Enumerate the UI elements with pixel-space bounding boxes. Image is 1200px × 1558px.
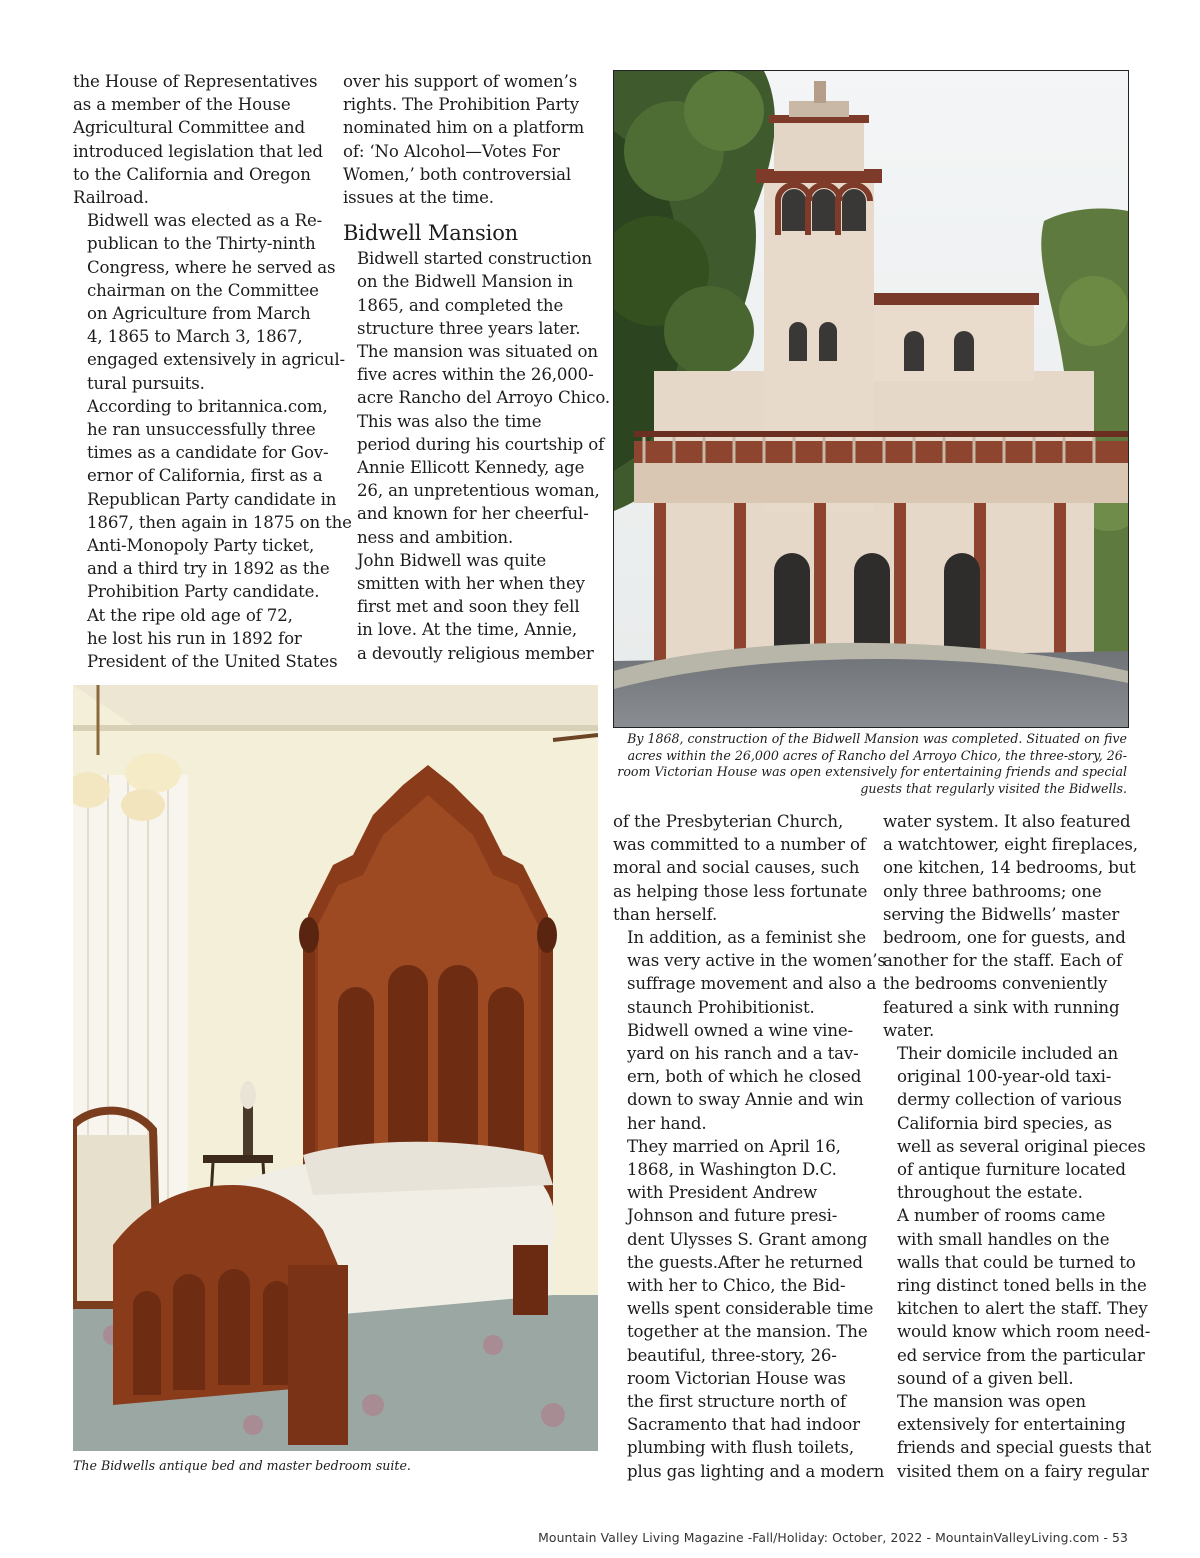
text-line: 1867, then again in 1875 on the [87,512,352,532]
text-line: would know which room need- [897,1322,1151,1342]
text-line: period during his courtship of [357,434,605,454]
text-line: The mansion was situated on [357,342,598,362]
text-line: the bedrooms conveniently [883,974,1108,994]
text-line: The mansion was open [897,1392,1086,1412]
text-line: Prohibition Party candidate. [87,582,320,602]
text-line: plus gas lighting and a modern [627,1461,885,1481]
text-line: times as a candidate for Gov- [87,443,329,463]
paragraph [613,926,886,1019]
column2-paragraphs-before [343,70,593,209]
text-line: as helping those less fortunate [613,881,868,901]
paragraph [73,70,323,209]
text-line: another for the staff. Each of [883,951,1122,971]
paragraph [883,1390,1152,1483]
text-line: Annie Ellicott Kennedy, age [357,458,585,478]
text-line: sound of a given bell. [897,1368,1074,1388]
text-line: to the California and Oregon [73,164,311,184]
text-line: friends and special guests that [897,1438,1152,1458]
paragraph [343,247,611,409]
text-line: water. [883,1020,935,1040]
text-line: staunch Prohibitionist. [627,997,815,1017]
text-line: visited them on a fairy regular [897,1461,1149,1481]
text-line: Bidwell was elected as a Re- [87,211,323,231]
text-line: only three bathrooms; one [883,881,1102,901]
text-line: They married on April 16, [627,1136,841,1156]
paragraph [73,604,338,674]
text-line: 26, an unpretentious woman, [357,481,600,501]
text-line: Sacramento that had indoor [627,1415,860,1435]
text-line: on the Bidwell Mansion in [357,272,574,292]
text-column-2 [343,70,611,665]
section-heading: Bidwell Mansion [343,221,519,246]
text-line: her hand. [627,1113,707,1133]
text-line: chairman on the Committee [87,280,319,300]
text-line: dent Ulysses S. Grant among [627,1229,868,1249]
text-line: smitten with her when they [357,574,585,594]
text-line: ring distinct toned bells in the [897,1276,1147,1296]
text-line: was very active in the women’s [627,951,886,971]
text-line: of the Presbyterian Church, [613,812,844,831]
text-line: 1865, and completed the [357,295,564,315]
text-line: five acres within the 26,000- [357,365,594,385]
text-line: down to sway Annie and win [627,1090,864,1110]
text-line: one kitchen, 14 bedrooms, but [883,858,1136,878]
paragraph [73,209,345,395]
text-line: beautiful, three-story, 26- [627,1345,837,1365]
text-line: the guests.After he returned [627,1252,863,1272]
text-line: Women,’ both controversial [343,164,572,184]
text-line: well as several original pieces [897,1136,1146,1156]
text-line: a watchtower, eight fireplaces, [883,835,1138,855]
column1-paragraphs [73,70,352,673]
mansion-illustration [614,71,1128,727]
paragraph [73,395,352,604]
text-line: and a third try in 1892 as the [87,559,330,579]
paragraph [613,810,868,926]
text-line: serving the Bidwells’ master [883,904,1120,924]
bedroom-photo [73,685,598,1451]
text-line: Bidwell owned a wine vine- [627,1020,853,1040]
column4-paragraphs [883,810,1152,1483]
text-line: extensively for entertaining [897,1415,1126,1435]
text-line: he ran unsuccessfully three [87,420,316,440]
text-column-3 [613,810,886,1483]
text-line: California bird species, as [897,1113,1112,1133]
text-line: together at the mansion. The [627,1322,868,1342]
paragraph [343,410,605,549]
text-line: walls that could be turned to [897,1252,1136,1272]
text-line: with small handles on the [897,1229,1110,1249]
text-line: on Agriculture from March [87,304,311,324]
text-line: ern, both of which he closed [627,1067,862,1087]
paragraph [883,1204,1151,1390]
text-line: This was also the time [357,411,542,431]
text-line: the House of Representatives [73,72,318,91]
text-line: At the ripe old age of 72, [87,605,293,625]
text-line: throughout the estate. [897,1183,1083,1203]
text-line: first met and soon they fell [357,597,580,617]
mansion-photo [613,70,1129,728]
caption-line: acres within the 26,000 acres of Rancho del Arroyo Chico, the three-story, 26- [627,747,1127,763]
text-line: issues at the time. [343,188,494,208]
text-line: President of the United States [87,652,338,672]
text-line: was committed to a number of [613,835,866,855]
text-line: over his support of women’s [343,72,578,91]
text-line: original 100-year-old taxi- [897,1067,1112,1087]
text-line: with President Andrew [627,1183,818,1203]
text-line: 1868, in Washington D.C. [627,1160,837,1180]
text-line: of antique furniture located [897,1160,1126,1180]
text-line: Republican Party candidate in [87,489,337,509]
text-line: in love. At the time, Annie, [357,620,578,640]
text-line: ness and ambition. [357,527,514,547]
text-line: he lost his run in 1892 for [87,628,302,648]
caption-line: guests that regularly visited the Bidwells. [860,780,1127,796]
text-line: plumbing with flush toilets, [627,1438,854,1458]
bedroom-photo-caption: The Bidwells antique bed and master bedroom suite. [73,1458,411,1473]
text-line: According to britannica.com, [87,396,328,416]
text-line: with her to Chico, the Bid- [627,1276,846,1296]
text-line: room Victorian House was [627,1368,846,1388]
text-line: publican to the Thirty-ninth [87,234,316,254]
text-line: ed service from the particular [897,1345,1145,1365]
text-line: Their domicile included an [897,1044,1119,1064]
text-line: yard on his ranch and a tav- [627,1044,859,1064]
text-line: as a member of the House [73,95,291,115]
text-line: bedroom, one for guests, and [883,928,1126,948]
text-line: a devoutly religious member [357,643,594,663]
text-line: A number of rooms came [897,1206,1106,1226]
text-line: dermy collection of various [897,1090,1122,1110]
text-line: engaged extensively in agricul- [87,350,345,370]
page-footer: Mountain Valley Living Magazine -Fall/Holiday: October, 2022 - MountainValleyLiving.com - 53 [538,1530,1128,1545]
mansion-photo-caption [613,731,1127,797]
text-line: suffrage movement and also a [627,974,877,994]
text-line: ernor of California, first as a [87,466,323,486]
text-line: introduced legislation that led [73,141,323,161]
text-line: the first structure north of [627,1392,846,1412]
column2-paragraphs-after [343,247,611,665]
text-column-1 [73,70,352,673]
caption-line: By 1868, construction of the Bidwell Mansion was completed. Situated on five [627,731,1127,746]
text-line: of: ‘No Alcohol—Votes For [343,141,560,161]
paragraph [613,1135,885,1483]
text-line: In addition, as a feminist she [627,928,866,948]
column3-paragraphs [613,810,886,1483]
text-column-4 [883,810,1152,1483]
text-line: kitchen to alert the staff. They [897,1299,1148,1319]
text-line: 4, 1865 to March 3, 1867, [87,327,303,347]
text-line: Agricultural Committee and [73,118,305,138]
text-line: Railroad. [73,188,149,208]
paragraph [883,1042,1146,1204]
text-line: Johnson and future presi- [627,1206,838,1226]
text-line: Bidwell started construction [357,249,592,269]
text-line: moral and social causes, such [613,858,860,878]
text-line: tural pursuits. [87,373,205,393]
paragraph [343,70,593,209]
caption-line: room Victorian House was open extensively for entertaining friends and special [617,764,1127,780]
text-line: rights. The Prohibition Party [343,95,580,115]
text-line: featured a sink with running [883,997,1120,1017]
paragraph [883,810,1138,1042]
text-line: water system. It also featured [883,812,1131,831]
text-line: Anti-Monopoly Party ticket, [87,536,315,556]
paragraph [343,549,593,665]
text-line: than herself. [613,904,718,924]
paragraph [613,1019,868,1135]
text-line: Congress, where he served as [87,257,336,277]
text-line: acre Rancho del Arroyo Chico. [357,388,611,408]
text-line: wells spent considerable time [627,1299,874,1319]
text-line: John Bidwell was quite [357,550,547,570]
text-line: nominated him on a platform [343,118,585,138]
text-line: and known for her cheerful- [357,504,589,524]
antique-bed-illustration [73,685,598,1451]
text-line: structure three years later. [357,318,581,338]
